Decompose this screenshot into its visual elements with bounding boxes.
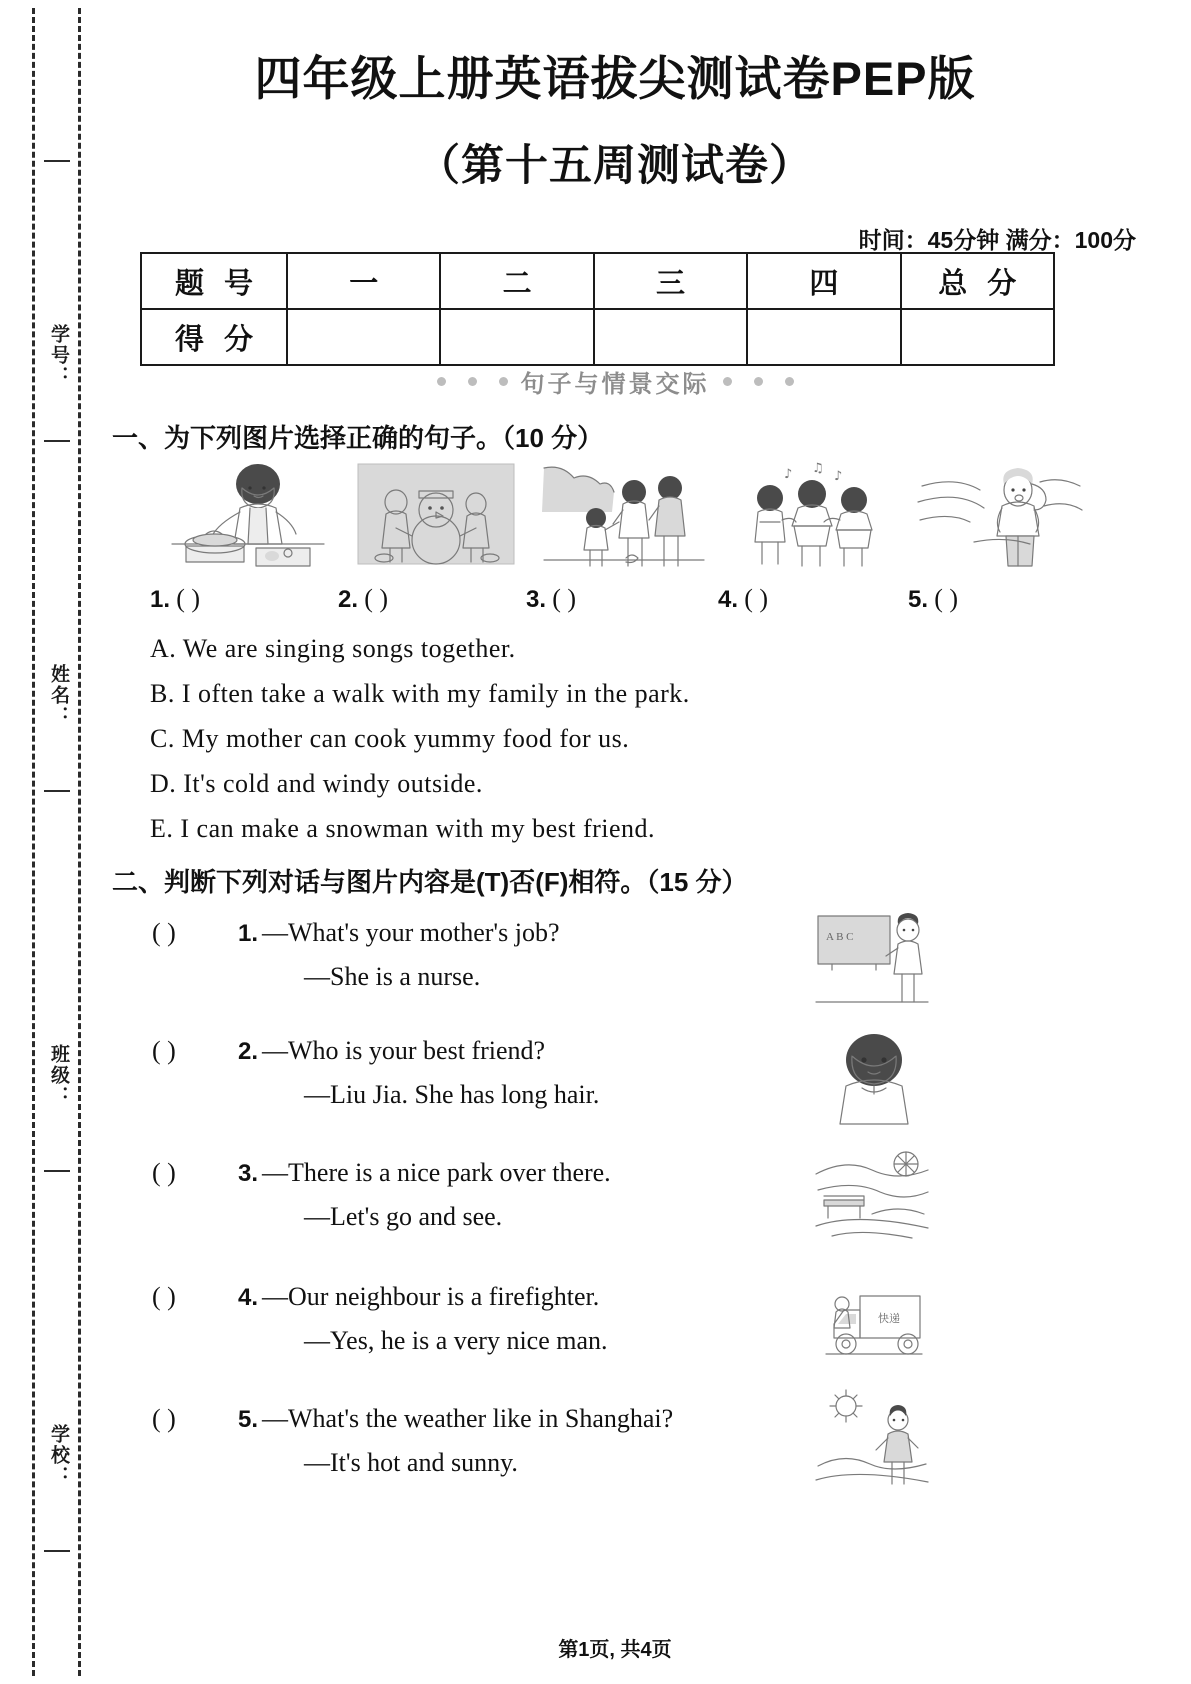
dialogue-answer-text: —Liu Jia. She has long hair. bbox=[304, 1080, 600, 1109]
part-one-heading: 一、为下列图片选择正确的句子。（10 分） bbox=[112, 423, 604, 453]
table-row-scores bbox=[141, 309, 1054, 365]
binding-label-name: 姓名： bbox=[48, 663, 69, 727]
answer-blank-paren: ( ) bbox=[552, 584, 577, 613]
picture-sunny-weather bbox=[812, 1386, 932, 1490]
dialogue-answer-text: —She is a nurse. bbox=[304, 962, 481, 991]
option-c: C. My mother can cook yummy food for us. bbox=[150, 724, 630, 753]
score-table-row-label: 得 分 bbox=[141, 309, 287, 365]
dialogue-item-1 bbox=[152, 918, 932, 992]
binding-label-student-id: 学号： bbox=[48, 323, 69, 387]
dialogue-answer-text: —Yes, he is a very nice man. bbox=[304, 1326, 608, 1355]
dialogue-question-text: —What's your mother's job? bbox=[262, 918, 560, 947]
part-one-answer-blanks bbox=[128, 584, 1128, 620]
score-table-row-label: 题 号 bbox=[141, 253, 287, 309]
page-subtitle: （第十五周测试卷） bbox=[417, 142, 813, 190]
answer-blank-2[interactable] bbox=[338, 584, 388, 614]
tf-answer-blank-5[interactable]: ( ) bbox=[152, 1404, 176, 1433]
score-table-col-total: 总 分 bbox=[901, 253, 1054, 309]
dialogue-number: 2. bbox=[238, 1038, 259, 1065]
binding-dashed-line-outer bbox=[32, 8, 35, 1676]
dialogue-number: 1. bbox=[238, 920, 259, 947]
binding-margin bbox=[0, 0, 110, 1684]
picture-family-walking-park bbox=[538, 462, 710, 574]
dialogue-item-2 bbox=[152, 1036, 932, 1110]
score-table-col-1: 一 bbox=[287, 253, 440, 309]
option-e: E. I can make a snowman with my best friend. bbox=[150, 814, 656, 843]
score-table-col-2: 二 bbox=[440, 253, 593, 309]
answer-blank-3[interactable] bbox=[526, 584, 576, 614]
binding-tick bbox=[44, 160, 70, 162]
binding-tick bbox=[44, 1170, 70, 1172]
table-row-question-numbers bbox=[141, 253, 1054, 309]
picture-cold-windy bbox=[914, 462, 1086, 574]
picture-teacher-blackboard bbox=[812, 908, 932, 1012]
svg-text:♪: ♪ bbox=[834, 469, 843, 484]
binding-label-school: 学校： bbox=[48, 1423, 69, 1487]
blackboard-text: A B C bbox=[826, 931, 854, 943]
tf-answer-blank-1[interactable]: ( ) bbox=[152, 918, 176, 947]
dialogue-number: 4. bbox=[238, 1284, 259, 1311]
score-table-col-4: 四 bbox=[747, 253, 900, 309]
picture-children-snowman bbox=[350, 462, 522, 574]
exam-page bbox=[110, 0, 1191, 1684]
dialogue-question-text: —Our neighbour is a firefighter. bbox=[262, 1282, 600, 1311]
score-input-total[interactable] bbox=[901, 309, 1054, 365]
answer-blank-paren: ( ) bbox=[934, 584, 959, 613]
part-two-heading: 二、判断下列对话与图片内容是(T)否(F)相符。（15 分） bbox=[112, 867, 748, 897]
binding-label-class: 班级： bbox=[48, 1043, 69, 1107]
section-band bbox=[110, 364, 1120, 399]
score-table-col-3: 三 bbox=[594, 253, 747, 309]
option-a: A. We are singing songs together. bbox=[150, 634, 516, 663]
dialogue-question-text: —There is a nice park over there. bbox=[262, 1158, 611, 1187]
dialogue-number: 3. bbox=[238, 1160, 259, 1187]
dialogue-item-5 bbox=[152, 1404, 932, 1478]
dot-icon bbox=[723, 377, 732, 386]
picture-girl-long-hair bbox=[812, 1022, 932, 1126]
dialogue-answer-text: —Let's go and see. bbox=[304, 1202, 503, 1231]
answer-blank-5[interactable] bbox=[908, 584, 958, 614]
score-table bbox=[140, 252, 1055, 366]
exam-meta-info: 时间：45分钟 满分：100分 bbox=[858, 227, 1136, 253]
answer-blank-number: 1. bbox=[150, 586, 171, 613]
binding-dashed-line-inner bbox=[78, 8, 81, 1676]
binding-tick bbox=[44, 1550, 70, 1552]
score-input-2[interactable] bbox=[440, 309, 593, 365]
truck-label-text: 快递 bbox=[878, 1313, 900, 1325]
picture-delivery-truck bbox=[812, 1270, 932, 1374]
answer-blank-paren: ( ) bbox=[176, 584, 201, 613]
binding-tick bbox=[44, 790, 70, 792]
tf-answer-blank-3[interactable]: ( ) bbox=[152, 1158, 176, 1187]
picture-children-singing bbox=[726, 462, 898, 574]
dialogue-number: 5. bbox=[238, 1406, 259, 1433]
page-footer: 第1页, 共4页 bbox=[558, 1639, 672, 1661]
answer-blank-number: 5. bbox=[908, 586, 929, 613]
picture-park-scene bbox=[812, 1144, 932, 1248]
score-input-3[interactable] bbox=[594, 309, 747, 365]
tf-answer-blank-4[interactable]: ( ) bbox=[152, 1282, 176, 1311]
dot-icon bbox=[437, 377, 446, 386]
page-title: 四年级上册英语拔尖测试卷PEP版 bbox=[254, 52, 976, 105]
answer-blank-number: 3. bbox=[526, 586, 547, 613]
picture-mother-cooking bbox=[162, 462, 334, 574]
dot-icon bbox=[754, 377, 763, 386]
dialogue-item-4 bbox=[152, 1282, 932, 1356]
dialogue-question-text: —What's the weather like in Shanghai? bbox=[262, 1404, 674, 1433]
dot-icon bbox=[785, 377, 794, 386]
dialogue-item-3 bbox=[152, 1158, 932, 1232]
tf-answer-blank-2[interactable]: ( ) bbox=[152, 1036, 176, 1065]
dialogue-question-text: —Who is your best friend? bbox=[262, 1036, 546, 1065]
answer-blank-1[interactable] bbox=[150, 584, 200, 614]
dialogue-answer-text: —It's hot and sunny. bbox=[304, 1448, 518, 1477]
option-d: D. It's cold and windy outside. bbox=[150, 769, 483, 798]
section-band-title: 句子与情景交际 bbox=[520, 371, 710, 398]
binding-tick bbox=[44, 440, 70, 442]
score-input-4[interactable] bbox=[747, 309, 900, 365]
score-input-1[interactable] bbox=[287, 309, 440, 365]
answer-blank-number: 4. bbox=[718, 586, 739, 613]
answer-blank-number: 2. bbox=[338, 586, 359, 613]
answer-blank-paren: ( ) bbox=[744, 584, 769, 613]
dot-icon bbox=[499, 377, 508, 386]
svg-text:♪: ♪ bbox=[784, 467, 793, 482]
option-b: B. I often take a walk with my family in the park. bbox=[150, 679, 690, 708]
part-one-picture-strip bbox=[128, 462, 1128, 580]
answer-blank-4[interactable] bbox=[718, 584, 768, 614]
svg-text:♫: ♫ bbox=[812, 462, 824, 476]
answer-blank-paren: ( ) bbox=[364, 584, 389, 613]
dot-icon bbox=[468, 377, 477, 386]
